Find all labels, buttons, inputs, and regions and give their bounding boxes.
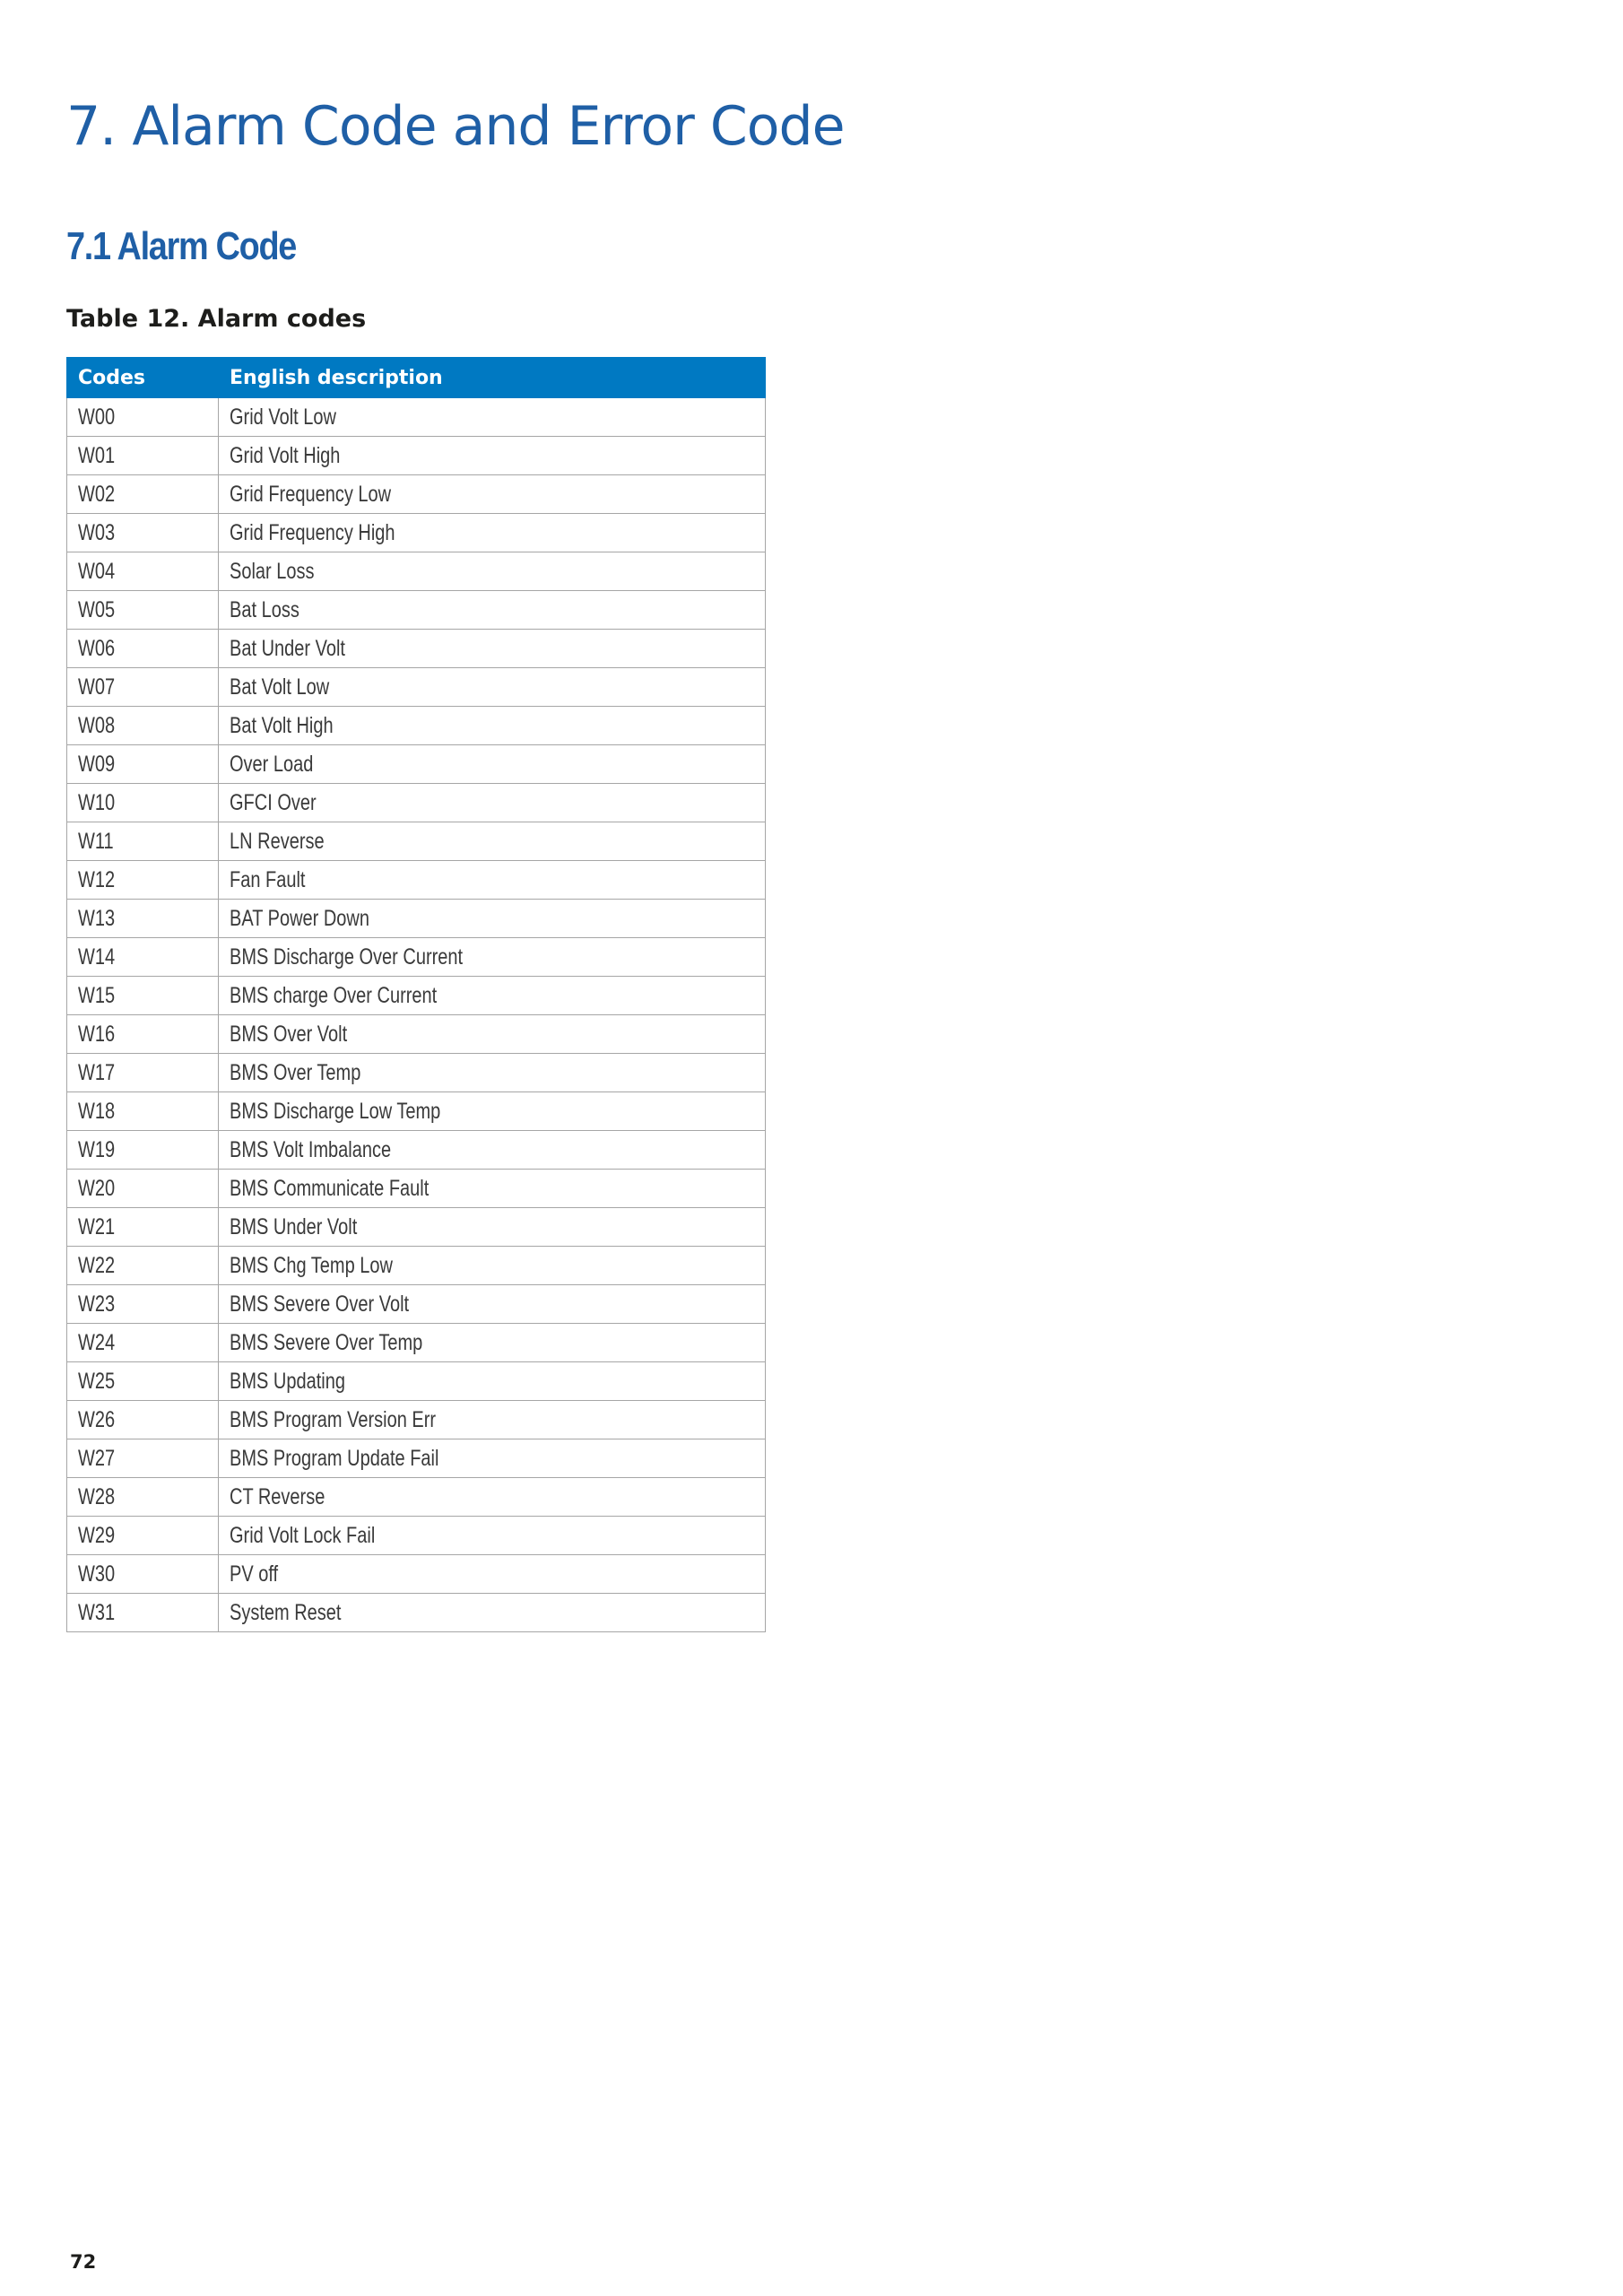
table-row [67,1401,766,1439]
alarm-description: BMS Over Volt [230,1021,348,1047]
alarm-code-cell [67,398,219,437]
alarm-description: Grid Frequency High [230,519,395,545]
alarm-description: PV off [230,1561,279,1587]
table-row [67,900,766,938]
alarm-description: GFCI Over [230,789,317,815]
table-row [67,1092,766,1131]
alarm-description-cell [219,745,766,784]
alarm-description: BMS Chg Temp Low [230,1252,393,1278]
page-number: 72 [70,2251,97,2273]
alarm-description-cell [219,1478,766,1517]
alarm-description-cell [219,1324,766,1362]
alarm-code-cell [67,707,219,745]
alarm-description: CT Reverse [230,1483,325,1509]
alarm-description-cell [219,1208,766,1247]
table-row [67,861,766,900]
section-title: 7.1 Alarm Code [66,224,297,268]
alarm-description: BMS Severe Over Volt [230,1291,410,1317]
alarm-code: W04 [78,558,116,584]
alarm-description: Grid Volt Lock Fail [230,1522,376,1548]
alarm-code: W17 [78,1059,116,1085]
alarm-code: W30 [78,1561,116,1587]
alarm-description-cell [219,1594,766,1632]
alarm-code-cell [67,668,219,707]
alarm-code-cell [67,938,219,977]
alarm-code: W08 [78,712,116,738]
table-row [67,398,766,437]
alarm-description-cell [219,1439,766,1478]
alarm-code-cell [67,1054,219,1092]
alarm-description: BMS Discharge Over Current [230,944,464,970]
chapter-title: 7. Alarm Code and Error Code [66,95,845,158]
table-row [67,1517,766,1555]
table-row [67,1285,766,1324]
alarm-code: W12 [78,866,116,892]
alarm-code-cell [67,1594,219,1632]
table-row [67,938,766,977]
table-row [67,1131,766,1170]
alarm-code-cell [67,1517,219,1555]
alarm-description-cell [219,475,766,514]
alarm-code: W29 [78,1522,116,1548]
alarm-code-cell [67,784,219,822]
alarm-code-cell [67,630,219,668]
alarm-code: W14 [78,944,116,970]
table-row [67,1170,766,1208]
table-caption: Table 12. Alarm codes [66,305,367,333]
alarm-description-cell [219,900,766,938]
alarm-code-cell [67,1401,219,1439]
alarm-description: Bat Under Volt [230,635,345,661]
column-header-description: English description [219,358,766,398]
alarm-code: W10 [78,789,116,815]
alarm-code: W21 [78,1213,116,1239]
alarm-code-cell [67,861,219,900]
alarm-description: BMS Severe Over Temp [230,1329,423,1355]
alarm-description-cell [219,514,766,552]
alarm-code: W22 [78,1252,116,1278]
table-row [67,437,766,475]
alarm-code-cell [67,1247,219,1285]
alarm-code: W18 [78,1098,116,1124]
table-row [67,668,766,707]
table-row [67,977,766,1015]
alarm-code: W25 [78,1368,116,1394]
alarm-code-cell [67,1324,219,1362]
alarm-code: W24 [78,1329,116,1355]
alarm-description-cell [219,1092,766,1131]
alarm-code-cell [67,552,219,591]
alarm-description: LN Reverse [230,828,325,854]
alarm-description-cell [219,861,766,900]
alarm-description: BAT Power Down [230,905,369,931]
alarm-description-cell [219,1247,766,1285]
alarm-code: W20 [78,1175,116,1201]
alarm-code: W31 [78,1599,116,1625]
alarm-description: BMS Program Update Fail [230,1445,439,1471]
alarm-description-cell [219,707,766,745]
alarm-code: W11 [78,828,114,854]
alarm-code: W01 [78,442,116,468]
table-row [67,1247,766,1285]
alarm-code: W27 [78,1445,116,1471]
table-body [67,398,766,1632]
alarm-codes-table [66,357,766,1632]
alarm-description: BMS Volt Imbalance [230,1136,392,1162]
table-row [67,514,766,552]
table-row [67,1208,766,1247]
alarm-description-cell [219,1362,766,1401]
alarm-code-cell [67,822,219,861]
alarm-code: W03 [78,519,116,545]
table-row [67,591,766,630]
alarm-code-cell [67,1555,219,1594]
alarm-code-cell [67,514,219,552]
alarm-code: W02 [78,481,116,507]
alarm-code: W07 [78,674,116,700]
table-row [67,707,766,745]
alarm-description-cell [219,1054,766,1092]
alarm-code-cell [67,1478,219,1517]
alarm-code-cell [67,1170,219,1208]
alarm-code-cell [67,1439,219,1478]
alarm-code: W23 [78,1291,116,1317]
table-row [67,552,766,591]
alarm-code-cell [67,977,219,1015]
alarm-code-cell [67,1362,219,1401]
alarm-code-cell [67,437,219,475]
alarm-code-cell [67,1092,219,1131]
alarm-description: Grid Volt Low [230,404,336,430]
alarm-description: Bat Volt High [230,712,334,738]
alarm-code-cell [67,1131,219,1170]
alarm-description: Grid Frequency Low [230,481,392,507]
alarm-description-cell [219,398,766,437]
alarm-description-cell [219,977,766,1015]
table-row [67,1362,766,1401]
alarm-description: BMS charge Over Current [230,982,438,1008]
alarm-code-cell [67,1015,219,1054]
alarm-code: W15 [78,982,116,1008]
alarm-code-cell [67,1285,219,1324]
alarm-code: W09 [78,751,116,777]
table-row [67,784,766,822]
alarm-description: Bat Loss [230,596,299,622]
table-row [67,630,766,668]
alarm-description-cell [219,1517,766,1555]
table-header-row [67,358,766,398]
alarm-code: W06 [78,635,116,661]
alarm-description-cell [219,1170,766,1208]
table-row [67,822,766,861]
alarm-code: W26 [78,1406,116,1432]
alarm-code: W13 [78,905,116,931]
table-row [67,1478,766,1517]
alarm-description: Bat Volt Low [230,674,330,700]
table-row [67,1054,766,1092]
alarm-description: Fan Fault [230,866,306,892]
alarm-code-cell [67,1208,219,1247]
alarm-description: BMS Updating [230,1368,345,1394]
alarm-description-cell [219,822,766,861]
alarm-description-cell [219,1131,766,1170]
alarm-code: W05 [78,596,116,622]
alarm-description: Solar Loss [230,558,315,584]
alarm-description-cell [219,552,766,591]
alarm-description: Over Load [230,751,314,777]
alarm-description-cell [219,437,766,475]
alarm-description: BMS Over Temp [230,1059,361,1085]
alarm-code-cell [67,745,219,784]
alarm-description-cell [219,1555,766,1594]
alarm-description-cell [219,1015,766,1054]
alarm-description-cell [219,1401,766,1439]
alarm-code-cell [67,475,219,514]
alarm-description-cell [219,668,766,707]
table-row [67,1015,766,1054]
alarm-description: Grid Volt High [230,442,341,468]
table-row [67,1555,766,1594]
column-header-codes: Codes [67,358,219,398]
alarm-description-cell [219,784,766,822]
table-row [67,745,766,784]
table-row [67,1439,766,1478]
alarm-code: W19 [78,1136,116,1162]
alarm-code: W00 [78,404,116,430]
alarm-description: BMS Discharge Low Temp [230,1098,441,1124]
table-row [67,1594,766,1632]
alarm-description: System Reset [230,1599,342,1625]
alarm-description: BMS Program Version Err [230,1406,437,1432]
alarm-code-cell [67,591,219,630]
alarm-description: BMS Under Volt [230,1213,358,1239]
alarm-description-cell [219,938,766,977]
alarm-description-cell [219,630,766,668]
table-row [67,1324,766,1362]
alarm-code-cell [67,900,219,938]
alarm-description-cell [219,1285,766,1324]
alarm-description-cell [219,591,766,630]
table-row [67,475,766,514]
alarm-description: BMS Communicate Fault [230,1175,430,1201]
alarm-code: W16 [78,1021,116,1047]
alarm-code: W28 [78,1483,116,1509]
